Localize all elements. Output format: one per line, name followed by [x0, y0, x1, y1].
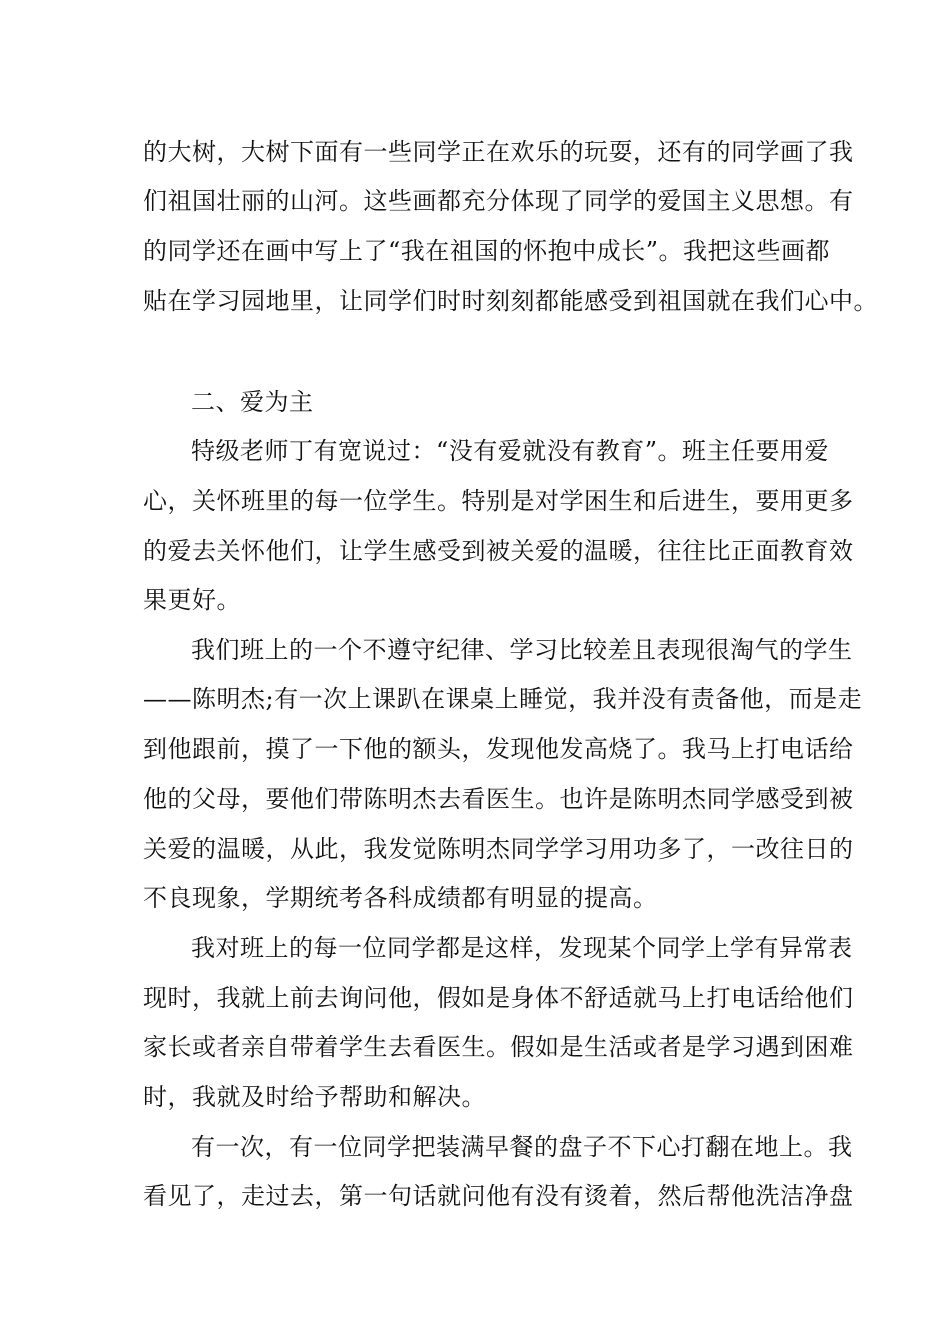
text-line: 贴在学习园地里，让同学们时时刻刻都能感受到祖国就在我们心中。	[143, 287, 878, 315]
text-line: 我对班上的每一位同学都是这样，发现某个同学上学有异常表	[191, 934, 853, 962]
text-line: 不良现象，学期统考各科成绩都有明显的提高。	[143, 884, 658, 912]
text-line: 们祖国壮丽的山河。这些画都充分体现了同学的爱国主义思想。有	[143, 187, 854, 215]
text-line: ——陈明杰;有一次上课趴在课桌上睡觉，我并没有责备他，而是走	[143, 685, 863, 713]
text-line: 家长或者亲自带着学生去看医生。假如是生活或者是学习遇到困难	[143, 1033, 854, 1061]
text-line: 的同学还在画中写上了“我在祖国的怀抱中成长”。我把这些画都	[143, 237, 831, 265]
text-line: 时，我就及时给予帮助和解决。	[143, 1083, 486, 1111]
text-line: 特级老师丁有宽说过：“没有爱就没有教育”。班主任要用爱	[191, 437, 830, 465]
section-heading: 二、爱为主	[191, 388, 314, 416]
text-line: 我们班上的一个不遵守纪律、学习比较差且表现很淘气的学生	[191, 636, 853, 664]
text-line: 有一次，有一位同学把装满早餐的盘子不下心打翻在地上。我	[191, 1133, 853, 1161]
text-line: 的大树，大树下面有一些同学正在欢乐的玩耍，还有的同学画了我	[143, 138, 854, 166]
text-line: 的爱去关怀他们，让学生感受到被关爱的温暖，往往比正面教育效	[143, 537, 854, 565]
text-line: 现时，我就上前去询问他，假如是身体不舒适就马上打电话给他们	[143, 984, 854, 1012]
text-line: 看见了，走过去，第一句话就问他有没有烫着，然后帮他洗洁净盘	[143, 1182, 854, 1210]
text-line: 到他跟前，摸了一下他的额头，发现他发高烧了。我马上打电话给	[143, 735, 854, 763]
text-line: 果更好。	[143, 586, 241, 614]
text-line: 他的父母，要他们带陈明杰去看医生。也许是陈明杰同学感受到被	[143, 785, 854, 813]
text-line: 关爱的温暖，从此，我发觉陈明杰同学学习用功多了，一改往日的	[143, 835, 854, 863]
text-line: 心，关怀班里的每一位学生。特别是对学困生和后进生，要用更多	[143, 487, 854, 515]
